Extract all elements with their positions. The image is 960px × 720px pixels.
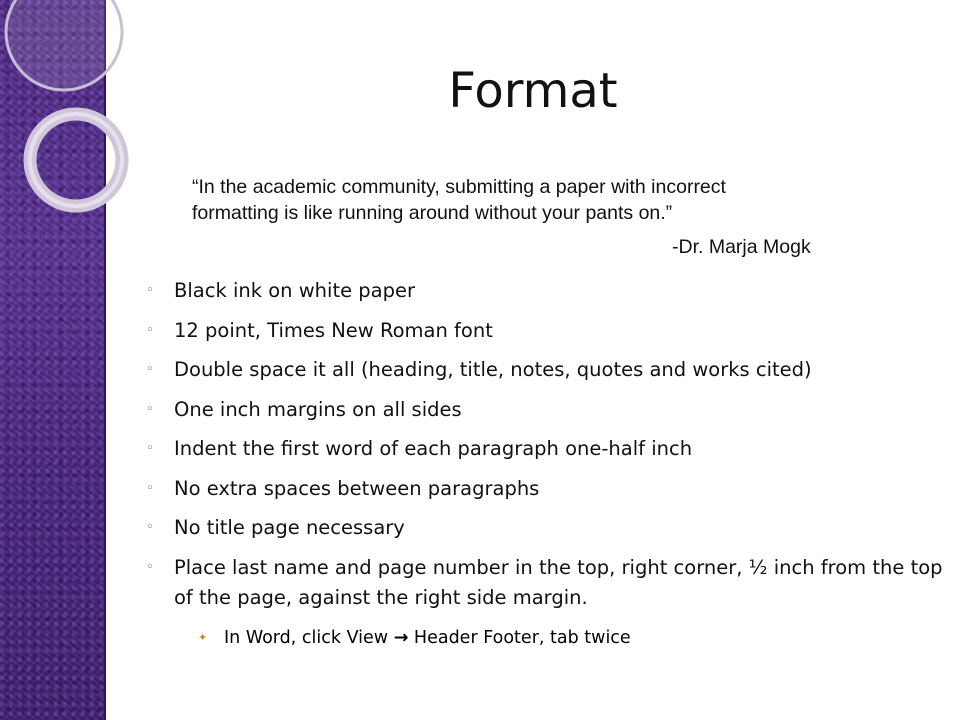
quote-line-2: formatting is like running around without your pants on.”: [192, 202, 673, 224]
bullet-circle-icon: ◦: [146, 480, 154, 496]
top-ring: [6, 0, 122, 90]
bullet-text: 12 point, Times New Roman font: [174, 318, 493, 342]
bullet-item: [146, 276, 946, 306]
quote-block: [192, 174, 872, 226]
bullet-item: [146, 434, 946, 464]
bullet-text: Double space it all (heading, title, notes, quotes and works cited): [174, 358, 812, 381]
bullet-text: Black ink on white paper: [174, 279, 415, 302]
bullet-text: Indent the first word of each paragraph one-half inch: [174, 437, 693, 460]
bullet-item: [146, 316, 946, 346]
bullet-circle-icon: ◦: [146, 322, 154, 338]
bullet-circle-icon: ◦: [146, 401, 154, 417]
right-arrow-icon: →: [393, 628, 409, 648]
bullet-circle-icon: ◦: [146, 559, 154, 575]
bullet-circle-icon: ◦: [146, 362, 154, 377]
bullet-item: [146, 513, 946, 543]
sub-bullet-text-before: In Word, click View: [224, 628, 394, 648]
sub-bullet-text-after: Header Footer, tab twice: [408, 628, 631, 648]
bullet-item: [146, 395, 946, 425]
bullet-text: Place last name and page number in the top, right corner, ½ inch from the top of the page, against the right side margin.: [174, 555, 943, 609]
quote-line-1: “In the academic community, submitting a paper with incorrect: [192, 176, 726, 198]
quote-author: -Dr. Marja Mogk: [672, 236, 811, 258]
bullet-item: [146, 553, 946, 613]
bullet-circle-icon: ◦: [146, 520, 154, 535]
bullet-text: No extra spaces between paragraphs: [174, 476, 540, 500]
bullet-item: [146, 355, 946, 385]
bullet-text: No title page necessary: [174, 516, 405, 539]
bullet-text: One inch margins on all sides: [174, 397, 462, 421]
slide-title: Format: [448, 63, 618, 119]
bullet-item: [146, 474, 946, 504]
bullet-list: [146, 276, 946, 622]
bullet-circle-icon: ◦: [146, 283, 154, 298]
bottom-ring-highlight: [30, 114, 122, 206]
bullet-circle-icon: ◦: [146, 441, 154, 456]
sub-bullet-item: [198, 624, 944, 652]
sub-bullet-star-icon: ✦: [198, 631, 208, 644]
decorative-rings: [0, 0, 140, 260]
